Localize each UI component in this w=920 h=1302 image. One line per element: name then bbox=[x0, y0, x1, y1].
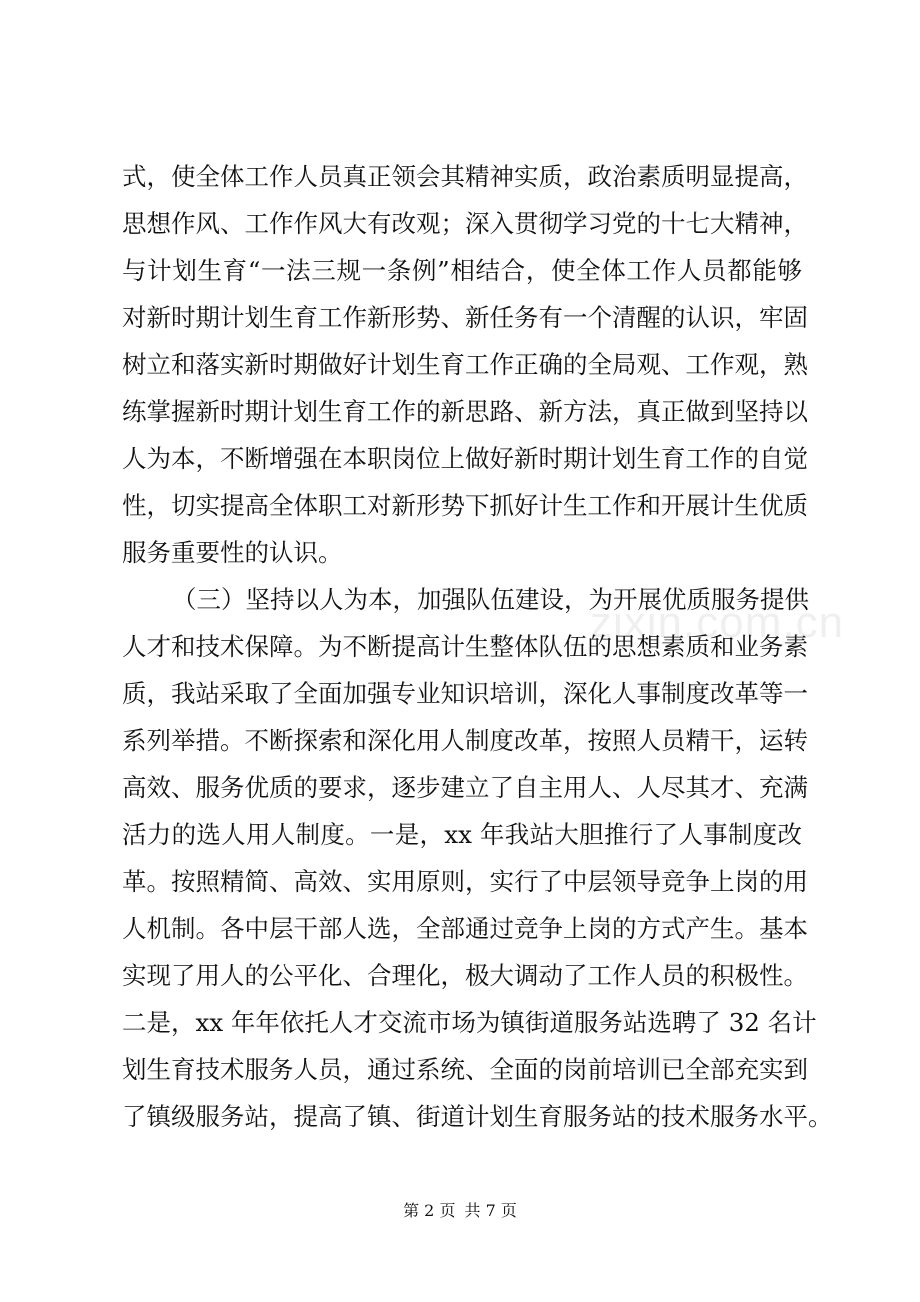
page-number: 第 2 页 bbox=[403, 1201, 456, 1220]
text-line: 活力的选人用人制度。一是，xx 年我站大胆推行了人事制度改 bbox=[122, 820, 802, 849]
text-line: （三）坚持以人为本，加强队伍建设，为开展优质服务提供 bbox=[172, 585, 809, 614]
total-pages: 共 7 页 bbox=[464, 1201, 517, 1220]
text-line: 实现了用人的公平化、合理化，极大调动了工作人员的积极性。 bbox=[122, 961, 808, 990]
text-line: 了镇级服务站，提高了镇、街道计划生育服务站的技术服务水平。 bbox=[122, 1102, 833, 1131]
text-line: 人才和技术保障。为不断提高计生整体队伍的思想素质和业务素 bbox=[122, 632, 808, 661]
text-line: 划生育技术服务人员，通过系统、全面的岗前培训已全部充实到 bbox=[122, 1055, 808, 1084]
text-line: 高效、服务优质的要求，逐步建立了自主用人、人尽其才、充满 bbox=[122, 773, 808, 802]
paragraph-1 bbox=[122, 153, 808, 576]
text-line: 思想作风、工作作风大有改观；深入贯彻学习党的十七大精神， bbox=[122, 209, 808, 238]
text-line: 人为本，不断增强在本职岗位上做好新时期计划生育工作的自觉 bbox=[122, 444, 808, 473]
page-footer bbox=[0, 1200, 920, 1222]
paragraph-2 bbox=[122, 576, 833, 1140]
text-line: 对新时期计划生育工作新形势、新任务有一个清醒的认识，牢固 bbox=[122, 303, 808, 332]
text-line: 练掌握新时期计划生育工作的新思路、新方法，真正做到坚持以 bbox=[122, 397, 808, 426]
text-line: 性，切实提高全体职工对新形势下抓好计生工作和开展计生优质 bbox=[122, 491, 808, 520]
watermark: zixin.com.cn bbox=[590, 598, 845, 647]
text-line: 二是，xx 年年依托人才交流市场为镇街道服务站选聘了 32 名计 bbox=[122, 1008, 817, 1037]
text-line: 与计划生育“一法三规一条例”相结合，使全体工作人员都能够 bbox=[122, 256, 802, 285]
text-line: 服务重要性的认识。 bbox=[122, 538, 343, 567]
text-line: 革。按照精简、高效、实用原则，实行了中层领导竞争上岗的用 bbox=[122, 867, 808, 896]
text-line: 质，我站采取了全面加强专业知识培训，深化人事制度改革等一 bbox=[122, 679, 808, 708]
text-line: 树立和落实新时期做好计划生育工作正确的全局观、工作观，熟 bbox=[122, 350, 808, 379]
body-text bbox=[122, 153, 833, 1140]
text-line: 式，使全体工作人员真正领会其精神实质，政治素质明显提高， bbox=[122, 162, 808, 191]
text-line: 人机制。各中层干部人选，全部通过竞争上岗的方式产生。基本 bbox=[122, 914, 808, 943]
text-line: 系列举措。不断探索和深化用人制度改革，按照人员精干，运转 bbox=[122, 726, 808, 755]
